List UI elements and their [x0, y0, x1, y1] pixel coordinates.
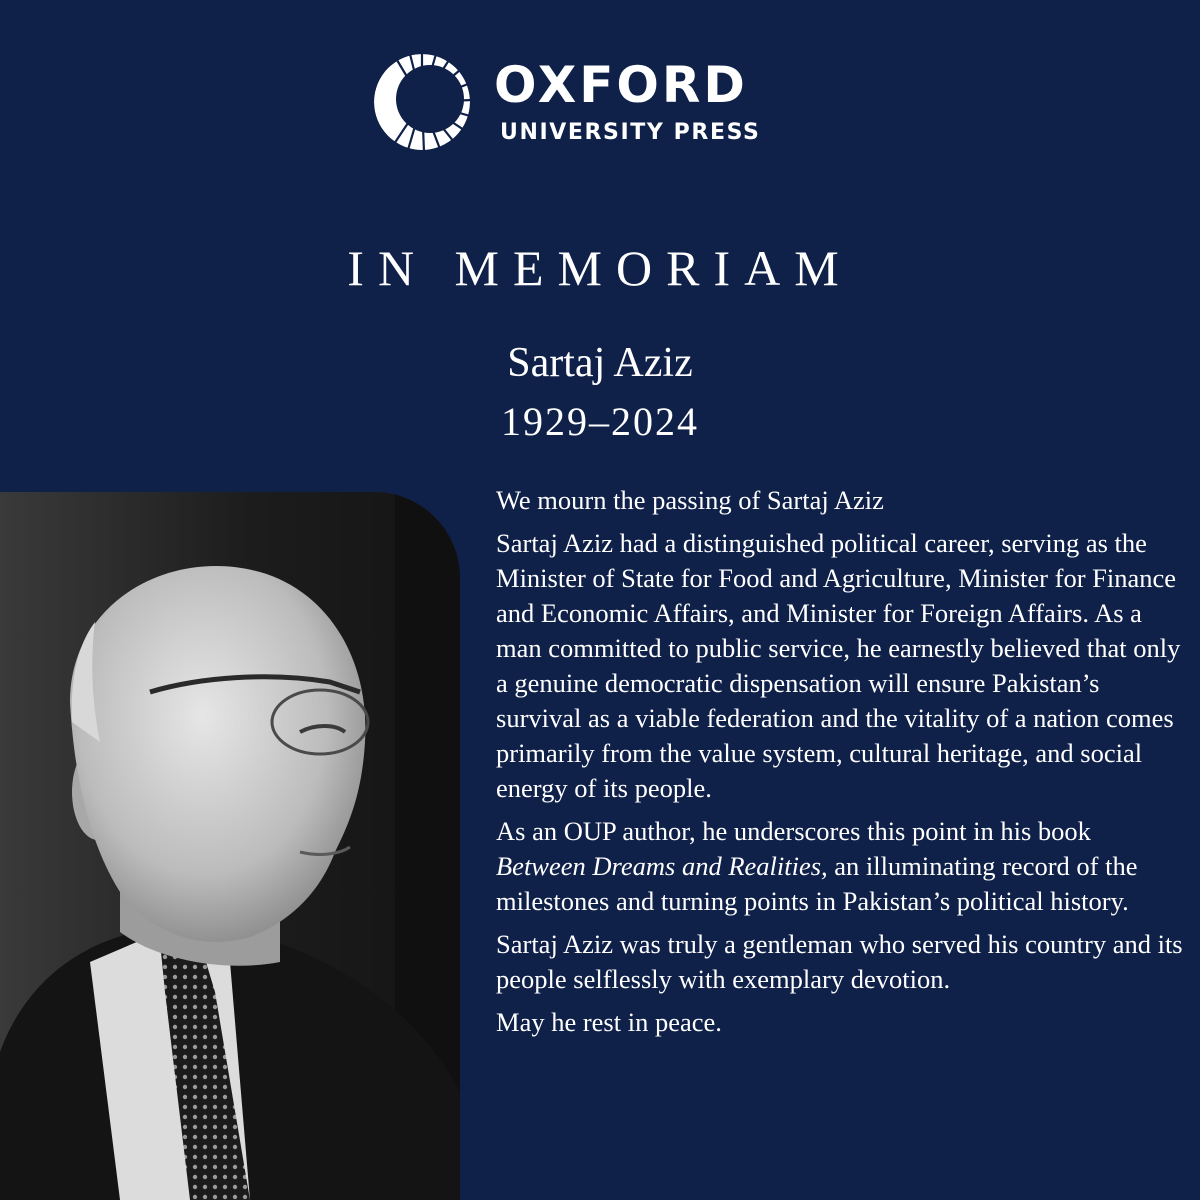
- page-title: IN MEMORIAM: [347, 240, 853, 296]
- person-name: Sartaj Aziz: [507, 340, 693, 386]
- paragraph-intro: We mourn the passing of Sartaj Aziz: [496, 485, 884, 515]
- portrait-photo: [0, 492, 460, 1200]
- paragraph-closing: May he rest in peace.: [496, 1007, 722, 1037]
- paragraph-career: Sartaj Aziz had a distinguished political career, serving as the Minister of State for Food and Agriculture, Minister for Finance and Economic Affairs, and Minister for Foreign Affairs. As a man committed to public service, he earnestly believed that only a genuine democratic dispensation will ensure Pakistan’s survival as a viable federation and the vitality of a nation comes primarily from the value system, cultural heritage, and social energy of its people.: [496, 528, 1181, 803]
- oup-logo: [372, 52, 832, 152]
- logo-subline: UNIVERSITY PRESS: [500, 120, 761, 145]
- book-title: Between Dreams and Realities,: [496, 851, 828, 881]
- life-years: 1929–2024: [501, 399, 699, 444]
- portrait-illustration: [0, 492, 460, 1200]
- paragraph-book-lead: As an OUP author, he underscores this point in his book: [496, 816, 1091, 846]
- paragraph-book-tail: an illuminating record of the milestones and turning points in Pakistan’s political history.: [496, 851, 1138, 916]
- logo-wordmark: OXFORD: [494, 56, 748, 114]
- oup-ring-icon: [372, 52, 472, 152]
- memorial-text: [496, 483, 1186, 1048]
- paragraph-book: [496, 814, 1186, 919]
- paragraph-tribute: Sartaj Aziz was truly a gentleman who served his country and its people selflessly with exemplary devotion.: [496, 929, 1183, 994]
